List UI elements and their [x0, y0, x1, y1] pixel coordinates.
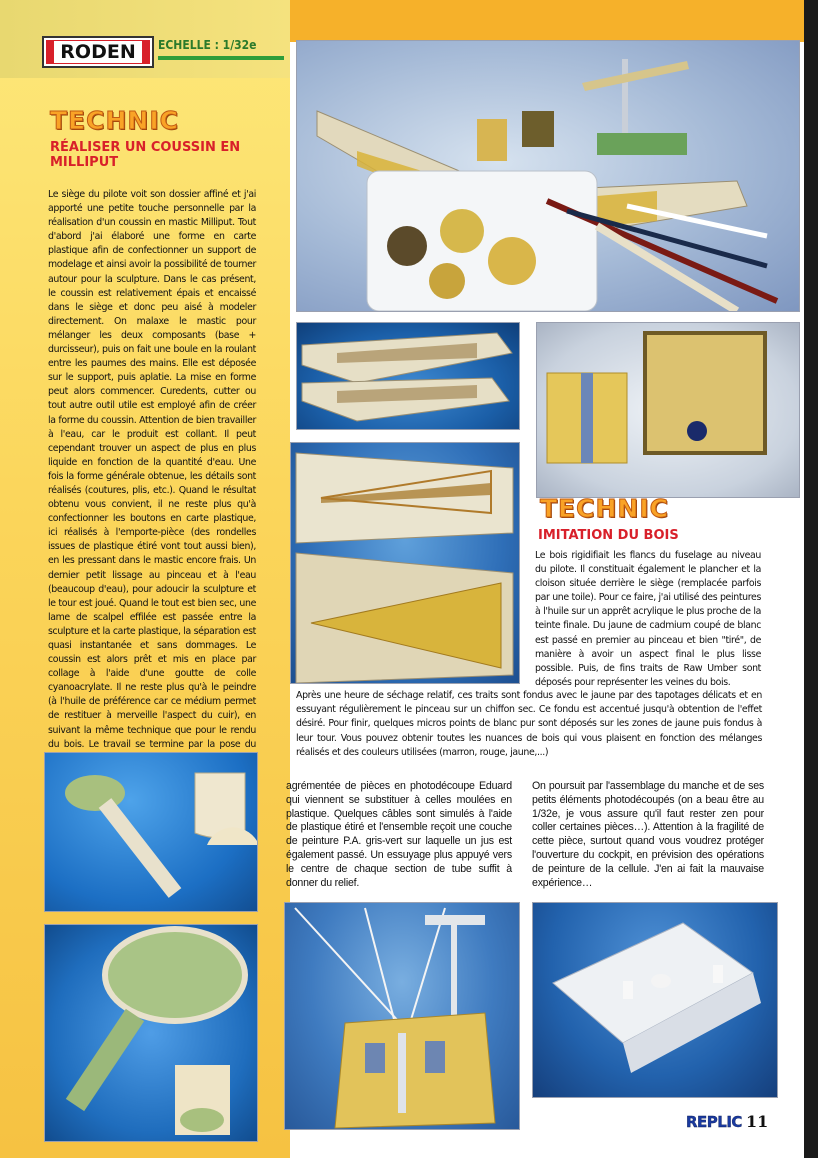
- brand-label: RODEN: [54, 41, 141, 63]
- photo-wood-panels: [536, 322, 800, 498]
- section1-heading: TECHNIC: [50, 106, 179, 135]
- photo-cockpit-harness-graphic: [285, 903, 520, 1130]
- section1-subheading: RÉALISER UN COUSSIN EN MILLIPUT: [50, 140, 241, 170]
- photo-cockpit-harness: [284, 902, 520, 1130]
- photo-fuselage-halves-graphic: [297, 323, 520, 430]
- photo-wood-floor-graphic: [291, 443, 520, 684]
- header-band-right: [290, 0, 818, 42]
- scale-label: ECHELLE : 1/32e: [158, 38, 257, 52]
- column-right-text: On poursuit par l'assemblage du manche et de ses petits éléments photodécoupés (on a beau être au 1/32e, je vous assure qu'il faut rester zen pour coller certaines pièces…). Attention à la fragilité de cette pièce, surtout quand vous voudrez protéger l'ouverture du cockpit, en prévision des opérations de peinture de la cellule. J'en ai fait la mauvaise expérience…: [532, 780, 764, 889]
- page-edge: [804, 0, 818, 1158]
- page-number: 11: [745, 1112, 769, 1131]
- photo-parts-palette-graphic: [297, 41, 800, 312]
- section2-body-narrow: Le bois rigidifiait les flancs du fuselage au niveau du pilote. Il constituait également le plancher et la cloison située derrière le siège (remplacée parfois par une toile). Pour ce faire, j'ai utilisé des peintures à l'huile sur un apprêt acrylique le plus proche de la teinte finale. Du jaune de cadmium coupé de blanc est passé en premier au pinceau et bien "tiré", de manière à avoir un aspect final le plus lisse possible. Puis, de fins traits de Raw Umber sont déposés pour représenter les veines du bois.: [535, 550, 761, 688]
- column-middle-text: agrémentée de pièces en photodécoupe Eduard qui viennent se substituer à celles moulées en plastique. Quelques câbles sont simulés à l'aide de plastique étiré et l'ensemble reçoit une couche de peinture P.A. gris-vert sur laquelle un jus est également passé. Un essuyage plus appuyé vers le centre de chaque section de tube suffit à donner du relief.: [286, 780, 512, 889]
- photo-wood-floor: [290, 442, 520, 684]
- brand-logo: [44, 38, 152, 66]
- photo-cushion-sculpted: [44, 924, 258, 1142]
- section2-subheading: IMITATION DU BOIS: [538, 528, 679, 543]
- photo-cushion-sculpted-graphic: [45, 925, 258, 1142]
- photo-wood-panels-graphic: [537, 323, 800, 498]
- photo-parts-palette: [296, 40, 800, 312]
- photo-seat-bracket: [532, 902, 778, 1098]
- page-footer: [686, 1112, 768, 1131]
- section2-body-wide: Après une heure de séchage relatif, ces traits sont fondus avec le jaune par des tapotages délicats et en essuyant régulièrement le pinceau sur un chiffon sec. Ce fondu est accentué jusqu'à obtention de l'effet désiré. Pour finir, quelques micros points de blanc pur sont déposés sur les zones de jaune puis fondus à leur tour. Vous pouvez obtenir toutes les nuances de bois qui vous plaisent en fonction des mélanges réalisés et des couleurs utilisées (marron, rouge, jaune,...): [296, 690, 762, 758]
- header-divider: [158, 56, 284, 60]
- photo-seat-bracket-graphic: [533, 903, 778, 1098]
- magazine-logo: REPLIC: [686, 1112, 742, 1131]
- section2-heading: TECHNIC: [540, 494, 669, 523]
- photo-fuselage-halves: [296, 322, 520, 430]
- photo-cushion-support-graphic: [45, 753, 258, 912]
- section1-body: Le siège du pilote voit son dossier affiné et j'ai apporté une petite touche personnelle par la réalisation d'un coussin en mastic Milliput. Tout d'abord j'ai élaboré une forme en carte plastique afin de confectionner un support de modelage et ainsi avoir la possibilité de tourner autour pour la sculpture. Dans le cas présent, le coussin est relativement épais et encaissé dans le siège et donc peu aisé à modeler directement. On malaxe le mastic pour mélanger les deux composants (base + durcisseur), puis on fait une boule en la roulant entre les paumes des mains. Elle est déposée sur le support, puis aplatie. La mise en forme peut alors commencer. Curedents, cutter ou tout autre outil utile est employé afin de créer la forme du coussin. Attention de bien travailler à l'eau, car le produit est collant. Il peut cependant trouver un aspect de plus en plus liquide en fonction de la quantité d'eau. Une fois la forme générale obtenue, les détails sont réalisés (coutures, plis, etc.). Quand le résultat obtenu vous convient, il ne reste plus qu'à confectionner les boutons en carte plastique, ici réalisés à l'emporte-pièce (des rondelles issues de plastique étiré vont tout aussi bien), en les pressant dans le mastic encore frais. Un dernier petit lissage au pinceau et à l'eau (beaucoup d'eau), pour adoucir la sculpture et le tour est joué. Quand le tout est bien sec, une lame de scalpel effilée est passée entre la sculpture et la carte plastique, la séparation est quasi instantanée et sans dommages. Le coussin est alors prêt et mis en place par collage à l'aide d'une goutte de colle cyanoacrylate. Il ne reste plus qu'à le peindre (à l'huile de préférence car ce médium permet de restituer à merveille l'aspect du cuir), en suivant la même technique que pour le rendu du bois. Le travail se termine par la pose du: [48, 189, 256, 750]
- photo-cushion-support: [44, 752, 258, 912]
